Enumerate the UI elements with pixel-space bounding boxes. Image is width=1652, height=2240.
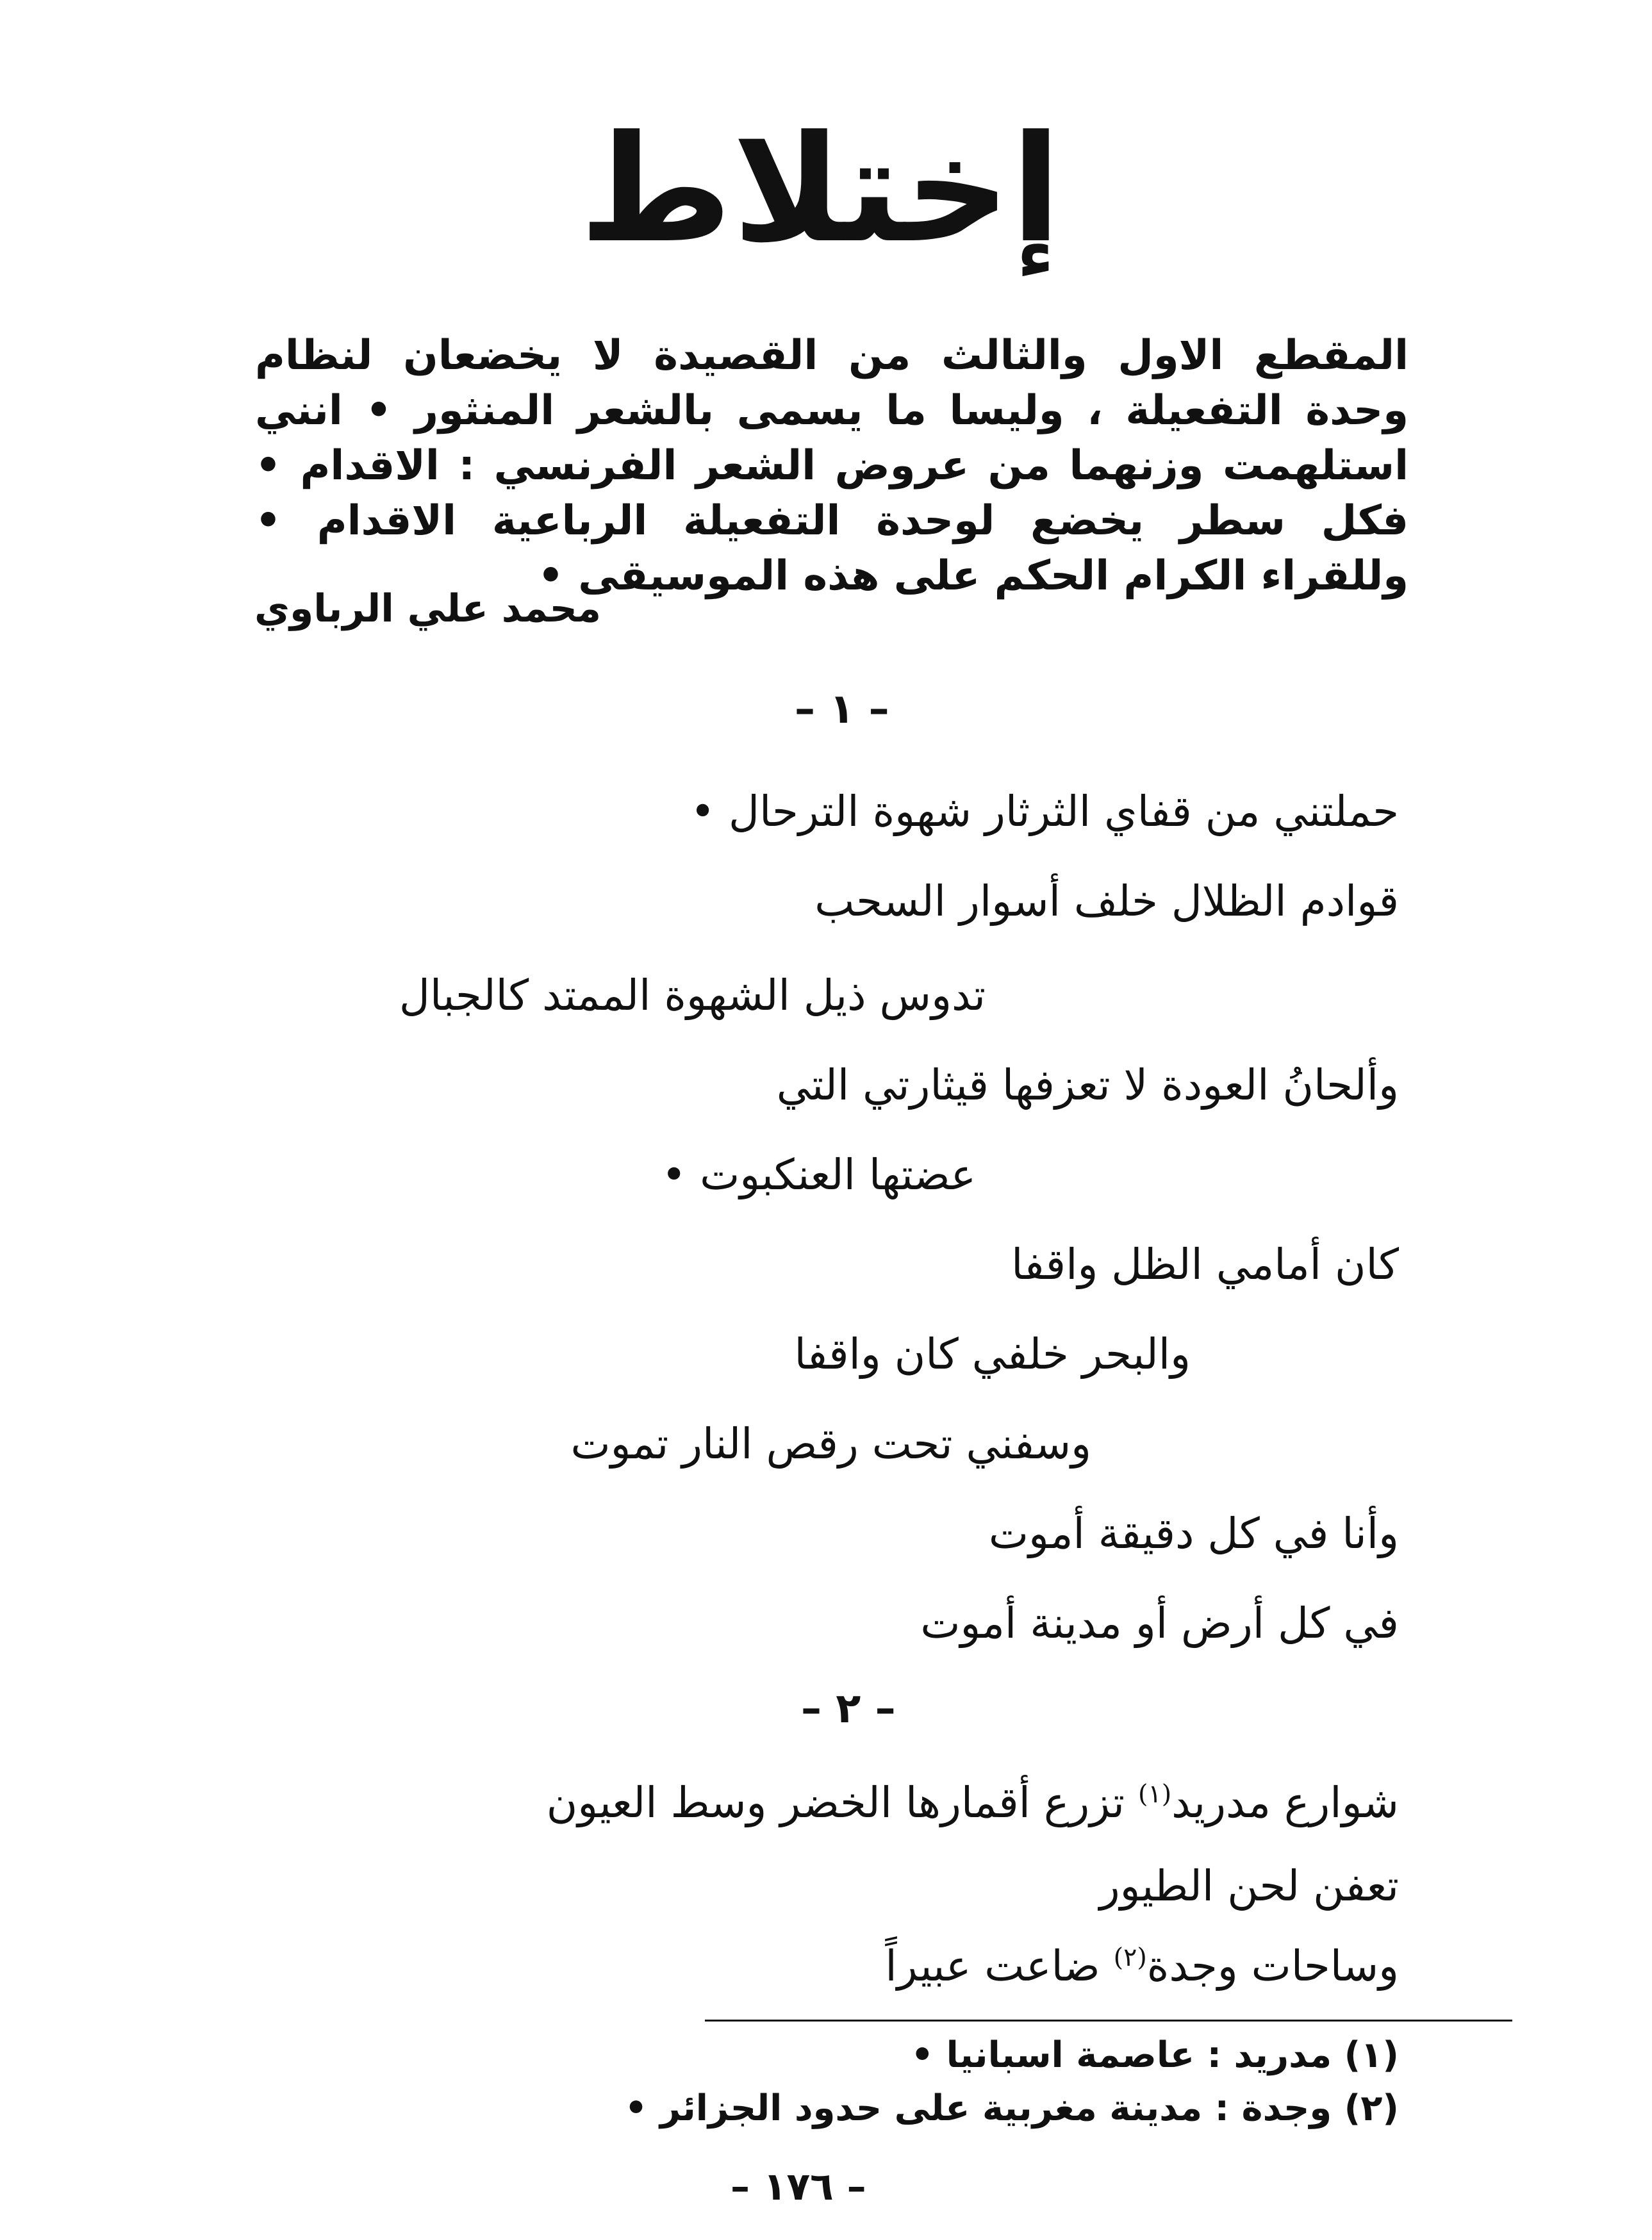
- verse-line: وسفني تحت رقص النار تموت: [570, 1419, 1091, 1469]
- poem-title-calligraphy: [513, 83, 1128, 295]
- verse-line: حملتني من قفاي الثرثار شهوة الترحال •: [690, 787, 1399, 836]
- verse-line: [547, 1778, 1399, 1827]
- verse-line: تدوس ذيل الشهوة الممتد كالجبال: [399, 971, 986, 1020]
- footnote-divider: [705, 2020, 1512, 2022]
- verse-segment: تزرع أقمارها الخضر وسط العيون: [546, 1778, 1138, 1827]
- verse-line: كان أمامي الظل واقفا: [1011, 1240, 1399, 1289]
- intro-paragraph: المقطع الاول والثالث من القصيدة لا يخضعان لنظام وحدة التفعيلة ، وليسا ما يسمى بالشعر المنثور • انني استلهمت وزنهما من عروض الشعر الفرنسي : الاقدام • فكل سطر يخضع لوحدة التفعيلة الرباعية الاقدام • وللقراء الكرام الحكم على هذه الموسيقى •: [255, 332, 1408, 600]
- page-number: – ١٧٦ –: [731, 2164, 866, 2209]
- poem-title: [513, 83, 1128, 295]
- poem-title-text: إختلاط: [579, 104, 1061, 276]
- verse-line: عضتها العنكبوت •: [661, 1150, 976, 1199]
- footnote-1: (١) مدريد : عاصمة اسبانيا •: [911, 2034, 1399, 2076]
- footnote-ref-2: (٢): [1113, 1943, 1147, 1972]
- verse-segment: شوارع مدريد: [1171, 1778, 1399, 1827]
- section-number-1: – ١ –: [795, 686, 889, 733]
- verse-line: [885, 1941, 1399, 1991]
- footnote-ref-1: (١): [1137, 1779, 1172, 1809]
- verse-line: في كل أرض أو مدينة أموت: [920, 1599, 1399, 1648]
- verse-line: وأنا في كل دقيقة أموت: [988, 1509, 1399, 1558]
- author-name: محمد علي الرباوي: [254, 586, 601, 631]
- verse-line: وألحانُ العودة لا تعزفها قيثارتي التي: [776, 1060, 1399, 1110]
- verse-segment: وساحات وجدة: [1146, 1941, 1399, 1991]
- section-number-2: – ٢ –: [801, 1685, 896, 1733]
- verse-line: والبحر خلفي كان واقفا: [794, 1330, 1191, 1379]
- verse-line: تعفن لحن الطيور: [1099, 1861, 1399, 1911]
- footnote-2: (٢) وجدة : مدينة مغربية على حدود الجزائر •: [624, 2088, 1399, 2129]
- verse-line: قوادم الظلال خلف أسوار السحب: [814, 877, 1399, 926]
- verse-segment: ضاعت عبيراً: [885, 1941, 1114, 1991]
